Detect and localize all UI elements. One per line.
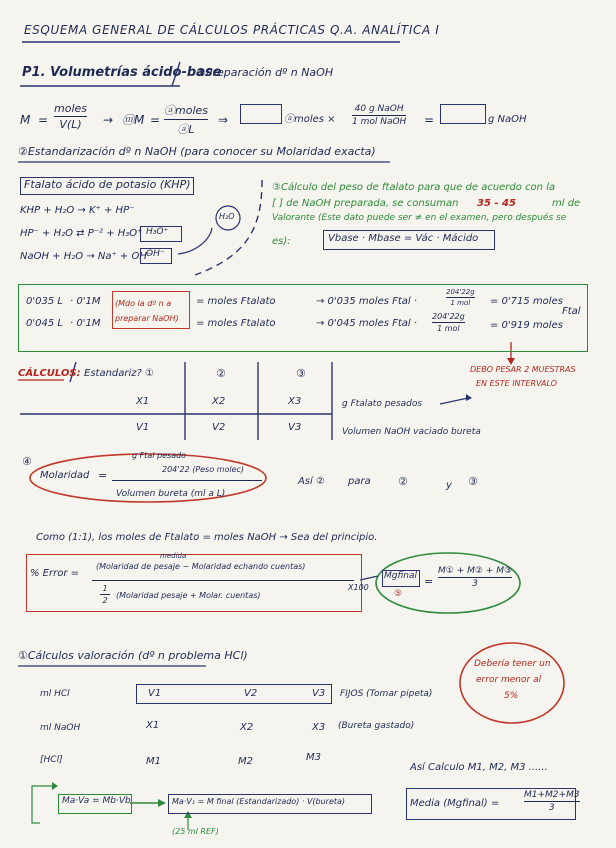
calc-x2: X2 [212,396,226,407]
calc-v2: V2 [212,422,226,433]
val-row2-note: (Bureta gastado) [338,721,415,731]
val-box2-label: Ma·V₁ = M final (Estandarizado) · V(bureta) [172,797,346,806]
eq1-eq: = [38,113,49,127]
eq1-eq3: = [424,113,435,127]
red-note-line2: EN ESTE INTERVALO [476,379,557,388]
media-label: Media (Mgfinal) = [410,798,500,809]
gb-row1-result: = 0'715 moles [490,296,563,307]
val-row3-b: M2 [238,756,253,767]
error-small: medida [160,552,187,560]
mfinal-frac: M① + M② + M③ 3 [438,566,513,589]
gb-row1-paren: (Mdo la dº n a preparar NaOH) [115,299,179,324]
gb-row1-frac: 204'22g 1 mol [446,288,475,307]
val-row1-a: V1 [148,688,162,699]
step1-label: ①Preparación dº n NaOH [196,66,334,79]
molaridad-y: y [446,480,452,491]
eq1-frac3: 40 g NaOH 1 mol NaOH [352,104,407,127]
val-row3-c: M3 [306,752,321,763]
h3o-box-label: H₃O⁺ [146,227,169,237]
molaridad-label: Molaridad [40,470,90,481]
step3-range: 35 - 45 [477,198,516,209]
error-fraction-bar [92,580,354,581]
step3-line5: es): [272,236,291,247]
calculos-title: CÁLCULOS: [18,368,81,379]
eq1-arrow: → [103,113,114,127]
error-half: 1 2 [100,584,110,605]
calc-x3: X3 [288,396,302,407]
eq1-blank-box2 [440,104,486,124]
gb-row1-times: · 0'1M [70,296,101,307]
val-row1-label: ml HCl [40,689,70,699]
red-note-line1: DEBO PESAR 2 MUESTRAS [470,365,576,374]
calculos-col2: ② [216,367,226,380]
gb-row2-eq: = moles Ftalato [196,318,276,329]
eq1-frac1: moles V(L) [54,102,87,131]
reaction-1: KHP + H₂O → K⁺ + HP⁻ [20,205,135,216]
ftalato-calc-box [18,284,588,352]
eq1-M: M [20,113,31,127]
molaridad-den: Volumen bureta (ml a L) [116,489,226,499]
molaridad-c2: ② [398,475,408,488]
eq1-frac2: ⓐmoles ⓐL [164,104,208,136]
step3-line2: [ ] de NaOH preparada, se consuman [272,198,459,209]
eq1-circM: ⓜM [122,113,145,127]
section1-title: P1. Volumetrías ácido-base [22,65,222,80]
eq1-blank-box1 [240,104,282,124]
val-row1-note: FIJOS (Tomar pipeta) [340,689,433,699]
eq1-eq2: = [150,113,161,127]
molaridad-fraction-bar [112,480,262,481]
gb-row2-arrow: → 0'045 moles Ftal · [316,318,418,329]
molaridad-para: para [348,476,371,487]
molaridad-num: g Ftal pesado [132,451,187,460]
val-ref: (25 ml REF) [172,827,219,836]
error-x100: X100 [348,583,369,592]
h2o-circle-label: H₂O [219,212,235,221]
val-row2-label: ml NaOH [40,723,81,733]
val-row1-c: V3 [312,688,326,699]
molaridad-eq: = [98,469,108,482]
mfinal-eq: = [424,575,434,588]
molaridad-num-sub: 204'22 (Peso molec) [162,465,245,474]
error-den: (Molaridad pesaje + Molar. cuentas) [116,591,261,600]
val-note-line1: Debería tener un [474,659,551,669]
val-row1-b: V2 [244,688,258,699]
valoracion-title: ①Cálculos valoración (dº n problema HCl) [18,649,248,662]
ftalato-title: Ftalato ácido de potasio (KHP) [24,178,191,191]
gb-row2-frac: 204'22g 1 mol [432,312,465,333]
reaction-3: NaOH + H₂O → Na⁺ + OH⁻ [20,251,153,262]
eq1-then: ⇒ [218,113,229,127]
calc-row1-label: g Ftalato pesados [342,399,423,409]
calc-x1: X1 [136,396,150,407]
molaridad-number: ④ [22,455,32,468]
error-label: % Error = [30,568,80,579]
gb-row1-val: 0'035 L [26,296,63,307]
molaridad-c3: ③ [468,475,478,488]
val-note-line3: 5% [504,691,519,701]
gb-row1-arrow: → 0'035 moles Ftal · [316,296,418,307]
step2-label: ②Estandarización dº n NaOH (para conocer su Molaridad exacta) [18,145,376,158]
gb-ftal-label: Ftal [562,306,581,317]
calc-v3: V3 [288,422,302,433]
val-row3-a: M1 [146,756,161,767]
val-box1-label: Ma·Va = Mb·Vb [62,796,131,806]
val-row2-b: X2 [240,722,254,733]
calc-row2-label: Volumen NaOH vaciado bureta [342,427,481,437]
step3-line3: ml de [552,198,581,209]
val-row2-c: X3 [312,722,326,733]
mfinal-label: Mgfinal [384,571,418,581]
vbase-formula: Vbase · Mbase = Vác · Mácido [328,233,479,244]
page-title: ESQUEMA GENERAL DE CÁLCULOS PRÁCTICAS Q.A. ANALÍTICA I [24,23,440,37]
val-note-line2: error menor al [476,675,542,685]
mfinal-sub: ⑤ [394,589,403,599]
calculos-col3: ③ [296,367,306,380]
calc-v1: V1 [136,422,150,433]
val-row3-label: [HCl] [40,755,63,765]
step3-line1: ③Cálculo del peso de ftalato para que de acuerdo con la [272,182,556,193]
eq1-molesx: ⓐmoles × [284,114,336,125]
calculos-label: Estandariz? ① [84,368,154,379]
oh-box-label: OH⁻ [146,249,165,259]
como-line: Como (1:1), los moles de Ftalato = moles NaOH → Sea del principio. [36,532,378,543]
molaridad-asi: Así ② [298,476,325,487]
gb-row2-result: = 0'919 moles [490,320,563,331]
val-row1-box [136,684,332,704]
reaction-2: HP⁻ + H₂O ⇄ P⁻² + H₃O⁺ [20,228,143,239]
eq1-result: g NaOH [488,114,527,125]
val-row2-a: X1 [146,720,160,731]
error-num: (Molaridad de pesaje − Molaridad echando cuentas) [96,562,306,571]
gb-row1-eq: = moles Ftalato [196,296,276,307]
gb-row2-times: · 0'1M [70,318,101,329]
gb-row2-val: 0'045 L [26,318,63,329]
dashed-separator [195,180,262,275]
step3-line4: Valorante (Este dato puede ser ≠ en el examen, pero después se [272,213,567,223]
val-asi: Así Calculo M1, M2, M3 ...... [410,762,548,773]
media-frac: M1+M2+M3 3 [524,790,580,813]
